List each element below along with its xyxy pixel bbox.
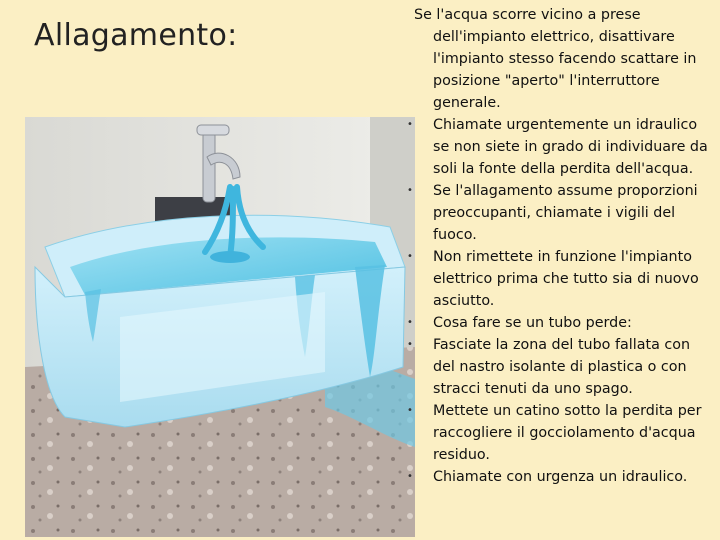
bullet-text: Chiamate urgentemente un idraulico se non siete in grado di individuare da soli la fonte della perdita dell'acqua. — [433, 117, 708, 177]
bullet-dot: • — [407, 339, 413, 350]
bullet-text: Chiamate con urgenza un idraulico. — [433, 469, 688, 485]
bullet-text: Se l'allagamento assume proporzioni preoccupanti, chiamate i vigili del fuoco. — [433, 183, 698, 243]
bullet-dot: • — [407, 405, 413, 416]
list-item — [404, 246, 716, 312]
bullet-dot: • — [407, 317, 413, 328]
bullet-text: Mettete un catino sotto la perdita per raccogliere il gocciolamento d'acqua residuo. — [433, 403, 702, 463]
bullet-dot: • — [407, 185, 413, 196]
bullet-dot: • — [407, 119, 413, 130]
instructions-text — [404, 4, 716, 488]
list-item — [404, 400, 716, 466]
bullet-text: Non rimettete in funzione l'impianto elettrico prima che tutto sia di nuovo asciutto. — [433, 249, 699, 309]
bullet-dot: • — [407, 471, 413, 482]
bullet-text: Fasciate la zona del tubo fallata con del nastro isolante di plastica o con stracci tenuti da uno spago. — [433, 337, 691, 397]
list-item — [404, 312, 716, 334]
list-item — [404, 114, 716, 180]
list-item — [404, 466, 716, 488]
bullet-list — [404, 114, 716, 488]
intro-paragraph — [404, 4, 716, 114]
bullet-text: Cosa fare se un tubo perde: — [433, 315, 632, 331]
intro-first-line: Se l'acqua scorre vicino a prese — [414, 7, 641, 23]
bullet-dot: • — [407, 251, 413, 262]
list-item — [404, 180, 716, 246]
list-item — [404, 334, 716, 400]
intro-continuation: dell'impianto elettrico, disattivare l'impianto stesso facendo scattare in posizione "aperto" l'interruttore generale. — [433, 29, 697, 111]
slide-title: Allagamento: — [34, 18, 238, 53]
overflowing-bathtub-illustration — [25, 117, 415, 537]
